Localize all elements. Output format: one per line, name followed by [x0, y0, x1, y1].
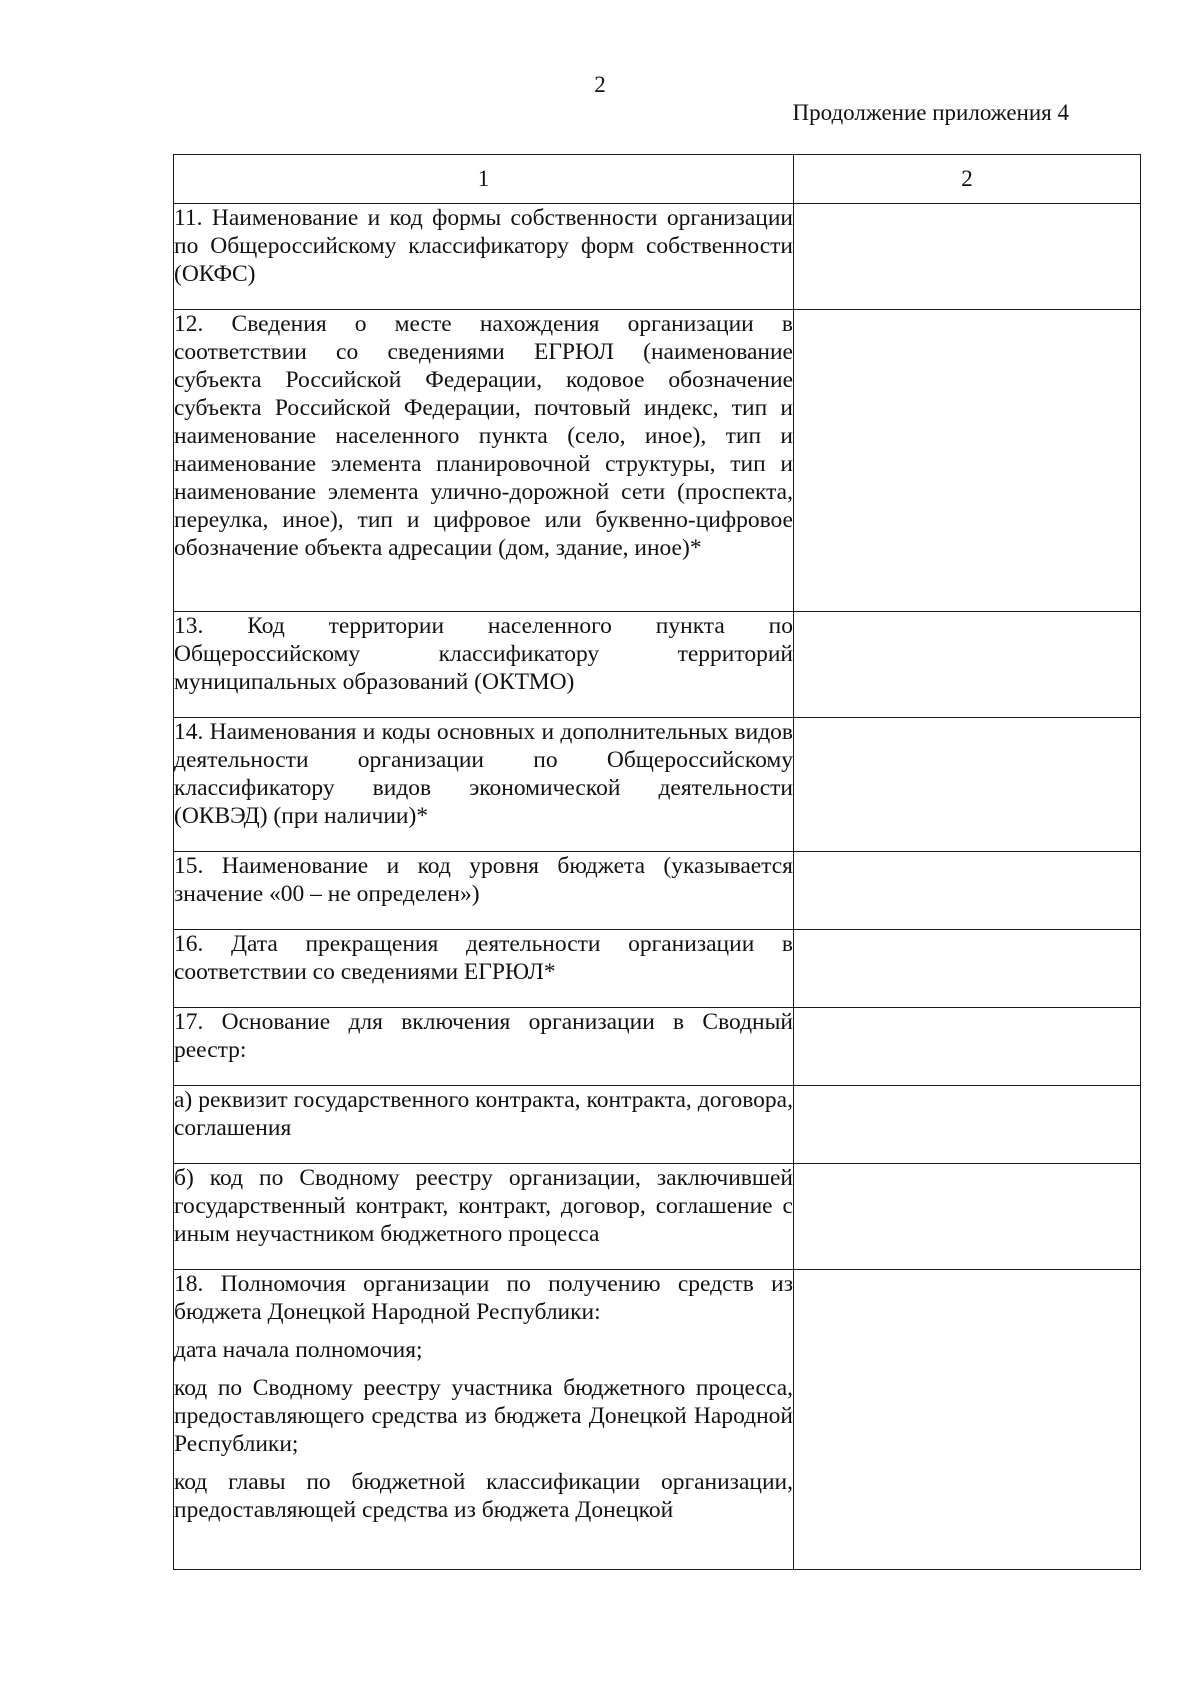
column-header-2: 2: [794, 155, 1141, 204]
table-row: [174, 1086, 1141, 1164]
table-row: [174, 1164, 1141, 1270]
row-description: [174, 204, 794, 310]
row-description: [174, 310, 794, 612]
row-value-cell: [794, 1086, 1141, 1164]
row-text: 15. Наименование и код уровня бюджета (указывается значение «00 – не определен»): [174, 853, 793, 907]
row-value-cell: [794, 612, 1141, 718]
table-row: [174, 204, 1141, 310]
row-value-cell: [794, 1270, 1141, 1570]
row-value-cell: [794, 204, 1141, 310]
row-text: код главы по бюджетной классификации организации, предоставляющей средства из бюджета Донецкой: [174, 1469, 793, 1523]
table-row: [174, 852, 1141, 930]
row-text: б) код по Сводному реестру организации, заключившей государственный контракт, контракт, договор, соглашение с иным неучастником бюджетного процесса: [174, 1165, 793, 1247]
table-row: [174, 310, 1141, 612]
row-text: 17. Основание для включения организации в Сводный реестр:: [174, 1009, 793, 1063]
row-text: код по Сводному реестру участника бюджетного процесса, предоставляющего средства из бюджета Донецкой Народной Республики;: [174, 1375, 793, 1457]
row-description: [174, 1008, 794, 1086]
row-description: [174, 1086, 794, 1164]
row-text: 16. Дата прекращения деятельности организации в соответствии со сведениями ЕГРЮЛ*: [174, 931, 793, 985]
continuation-title: Продолжение приложения 4: [792, 100, 1069, 125]
row-description: [174, 1164, 794, 1270]
row-value-cell: [794, 1164, 1141, 1270]
row-description: [174, 612, 794, 718]
row-description: [174, 1270, 794, 1570]
table-row: [174, 1270, 1141, 1570]
row-description: [174, 852, 794, 930]
row-value-cell: [794, 310, 1141, 612]
table-row: [174, 612, 1141, 718]
table-row: [174, 930, 1141, 1008]
row-value-cell: [794, 930, 1141, 1008]
table-row: [174, 1008, 1141, 1086]
row-description: [174, 930, 794, 1008]
page-number: 2: [594, 72, 606, 97]
table-header-row: [174, 155, 1141, 204]
row-text: 12. Сведения о месте нахождения организации в соответствии со сведениями ЕГРЮЛ (наименование субъекта Российской Федерации, кодовое обозначение субъекта Российской Федерации, почтовый индекс, тип и наименование населенного пункта (село, иное), тип и наименование элемента планировочной структуры, тип и наименование элемента улично-дорожной сети (проспекта, переулка, иное), тип и цифровое или буквенно-цифровое обозначение объекта адресации (дом, здание, иное)*: [174, 311, 793, 561]
row-text: 13. Код территории населенного пункта по Общероссийскому классификатору территорий муниципальных образований (ОКТМО): [174, 613, 793, 695]
form-table: [173, 154, 1141, 1570]
table-row: [174, 718, 1141, 852]
row-value-cell: [794, 1008, 1141, 1086]
row-value-cell: [794, 852, 1141, 930]
row-text: а) реквизит государственного контракта, контракта, договора, соглашения: [174, 1087, 793, 1141]
row-text: 11. Наименование и код формы собственности организации по Общероссийскому классификатору форм собственности (ОКФС): [174, 205, 793, 287]
row-text: 14. Наименования и коды основных и дополнительных видов деятельности организации по Общероссийскому классификатору видов экономической деятельности (ОКВЭД) (при наличии)*: [174, 719, 793, 829]
row-text: дата начала полномочия;: [174, 1337, 423, 1363]
row-text: 18. Полномочия организации по получению средств из бюджета Донецкой Народной Республики:: [174, 1271, 793, 1325]
row-description: [174, 718, 794, 852]
column-header-1: 1: [174, 155, 794, 204]
row-value-cell: [794, 718, 1141, 852]
